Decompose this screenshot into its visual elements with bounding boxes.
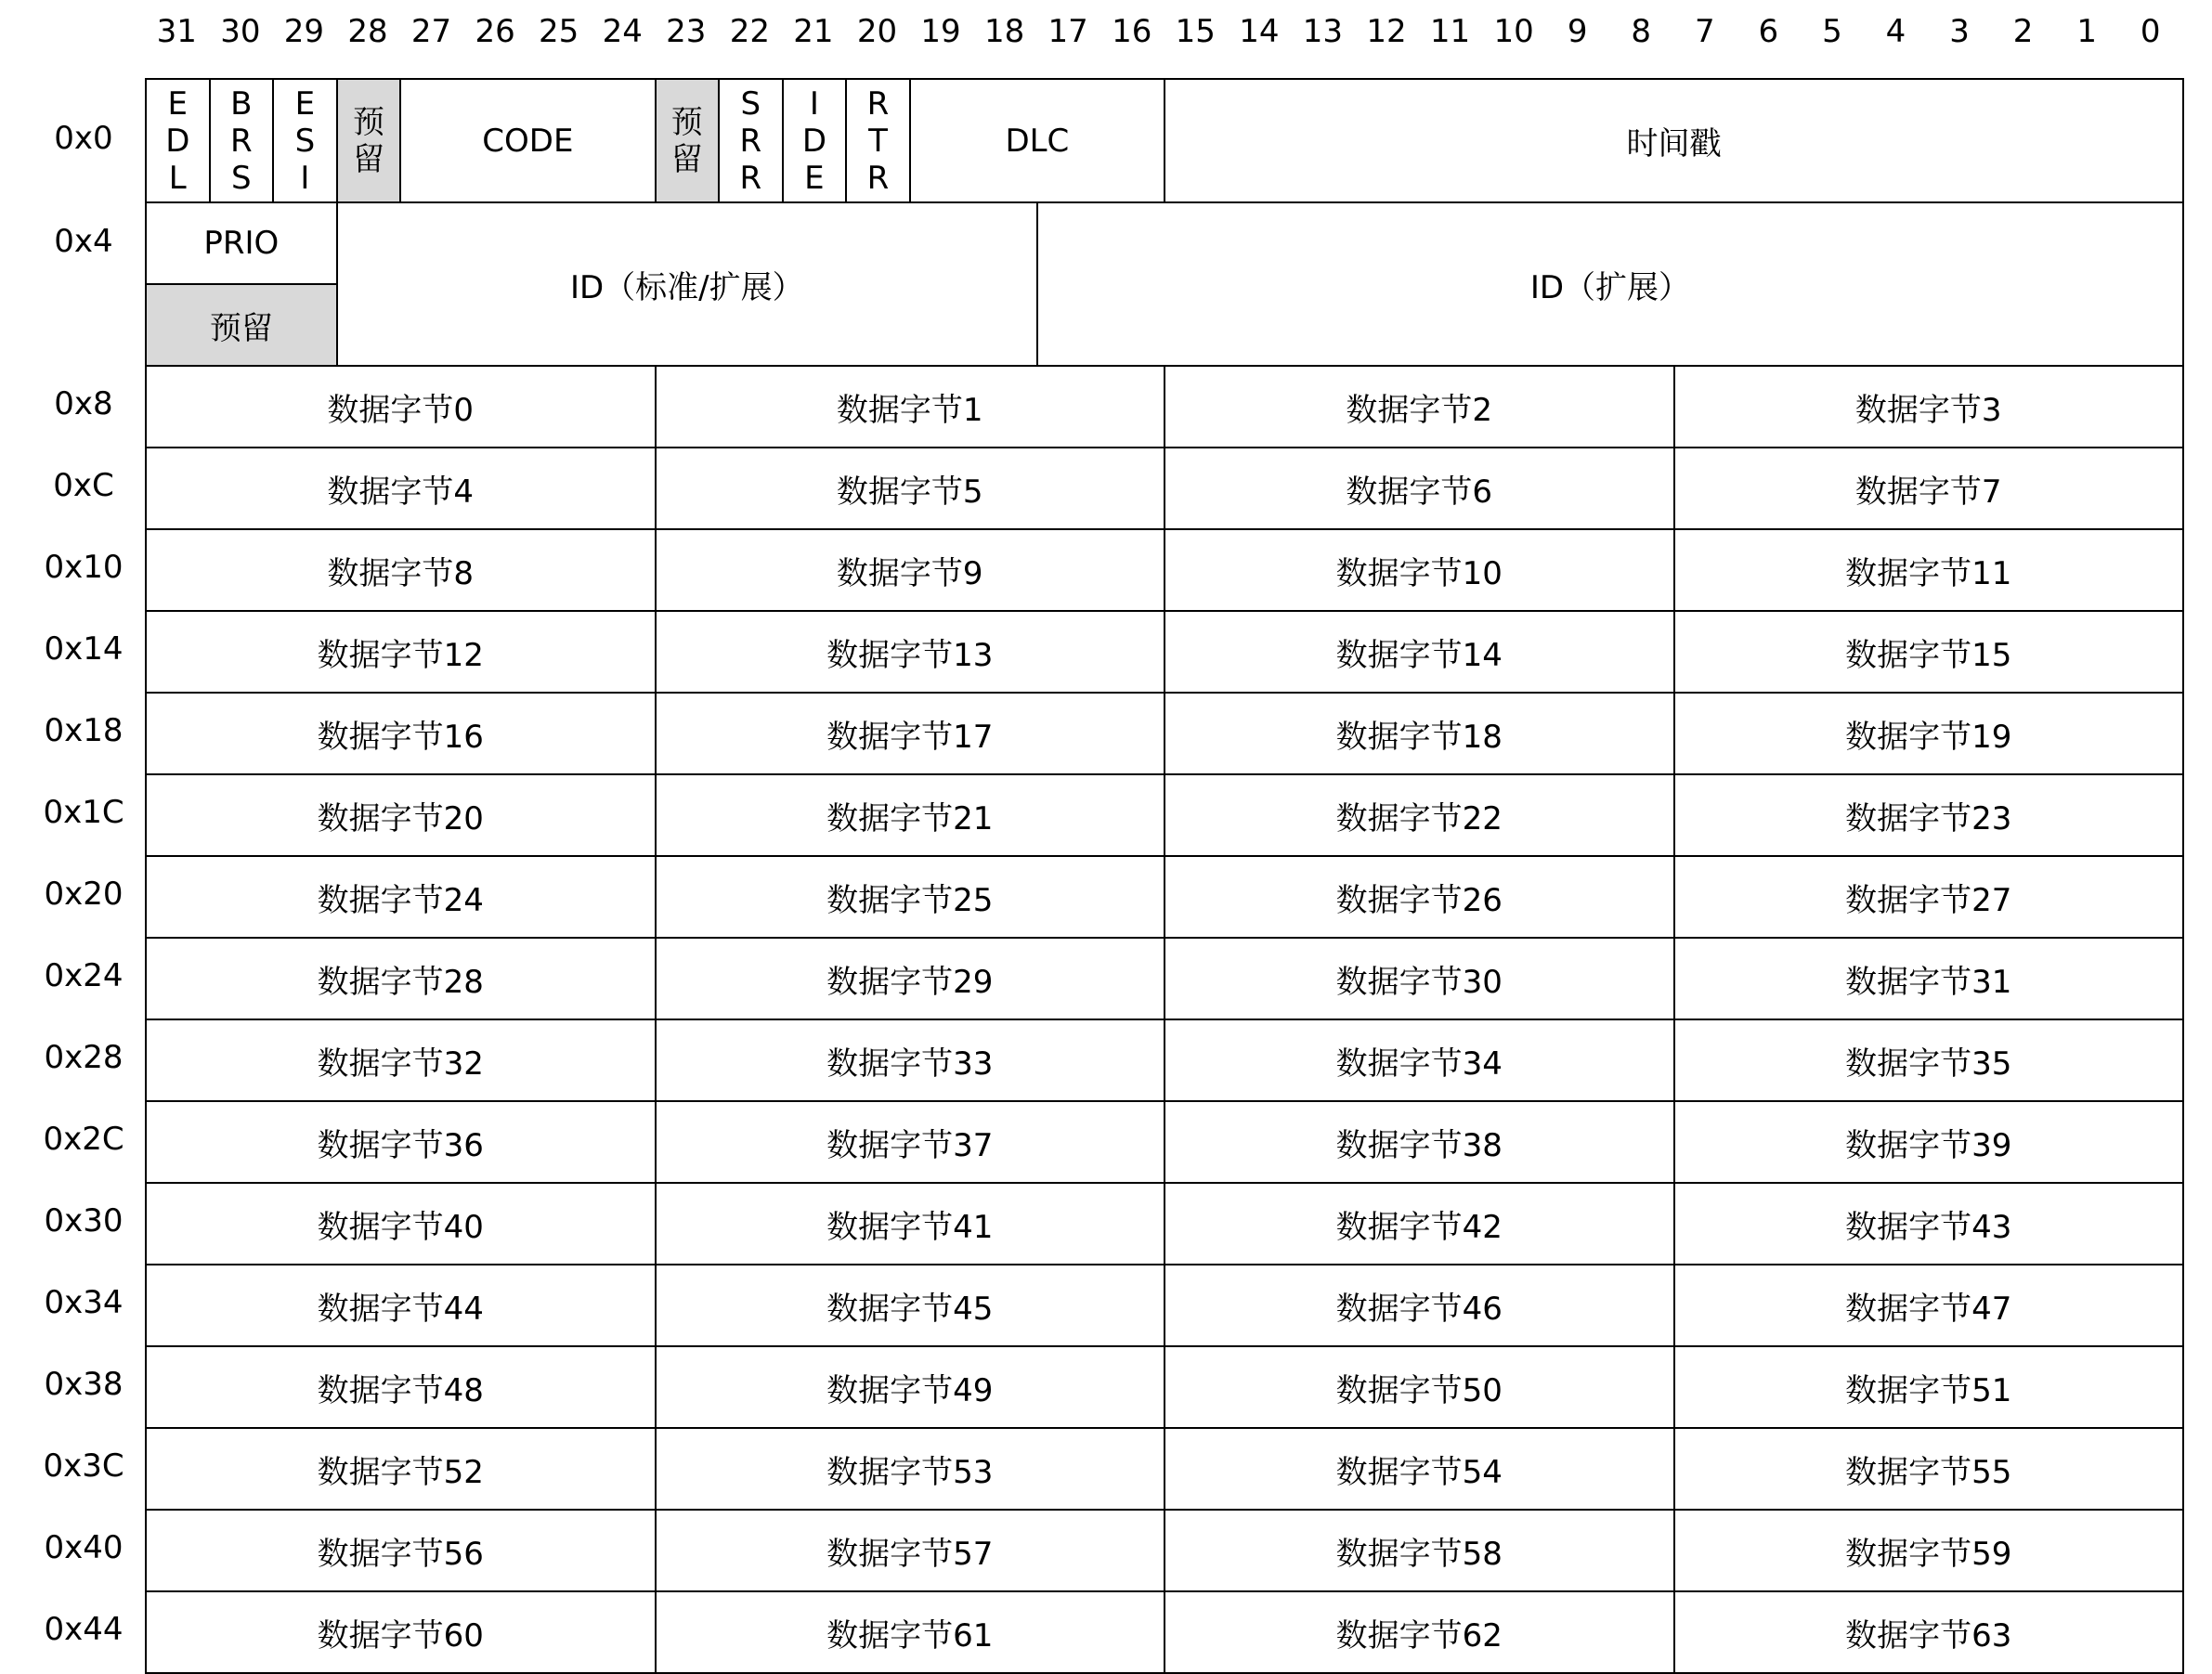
esi-field-char: S [294, 122, 316, 160]
data-byte-cell-label: 数据字节26 [1335, 881, 1503, 919]
reserved-field-char: 留 [352, 140, 384, 178]
data-byte-cell-label: 数据字节27 [1845, 881, 2012, 919]
data-byte-cell [1673, 855, 2185, 939]
data-byte-cell [1673, 937, 2185, 1020]
data-byte-cell-label: 数据字节8 [327, 554, 475, 592]
data-byte-cell-label: 数据字节39 [1845, 1126, 2012, 1164]
bit-number-0: 0 [2140, 13, 2161, 50]
data-byte-cell-label: 数据字节20 [317, 799, 484, 837]
code-field-label: CODE [482, 122, 574, 160]
data-byte-cell [1673, 528, 2185, 612]
data-byte-cell [1164, 528, 1675, 612]
bit-number-9: 9 [1567, 13, 1588, 50]
reserved-field-label: 预留 [209, 309, 273, 347]
data-byte-cell-label: 数据字节63 [1845, 1616, 2012, 1655]
dlc-field [909, 78, 1165, 203]
bit-number-13: 13 [1302, 13, 1344, 50]
data-byte-cell-label: 数据字节6 [1346, 473, 1493, 511]
ide-field [782, 78, 848, 203]
data-byte-cell [1164, 447, 1675, 530]
reserved-field [145, 283, 338, 367]
data-byte-cell [1164, 610, 1675, 694]
id-standard-extended-field [336, 201, 1038, 367]
prio-field [145, 201, 338, 285]
code-field [399, 78, 656, 203]
data-byte-cell-label: 数据字节50 [1335, 1371, 1503, 1409]
data-byte-cell-label: 数据字节40 [317, 1208, 484, 1246]
data-byte-cell [145, 447, 657, 530]
bit-number-5: 5 [1822, 13, 1842, 50]
bit-number-14: 14 [1239, 13, 1280, 50]
row-offset: 0x0 [54, 119, 113, 157]
bit-number-23: 23 [666, 13, 707, 50]
data-byte-cell [655, 1509, 1166, 1592]
dlc-field-label: DLC [1005, 122, 1070, 160]
id-extended-field [1036, 201, 2184, 367]
row-offset: 0x24 [44, 957, 124, 994]
data-byte-cell-label: 数据字节41 [826, 1208, 994, 1246]
data-byte-cell [1164, 937, 1675, 1020]
reserved-field-label [353, 104, 384, 178]
data-byte-cell [145, 528, 657, 612]
row-offset: 0x30 [44, 1202, 124, 1239]
data-byte-cell-label: 数据字节2 [1346, 391, 1493, 429]
bit-number-2: 2 [2012, 13, 2034, 50]
brs-field-char: S [231, 159, 252, 197]
bit-number-15: 15 [1175, 13, 1216, 50]
data-byte-cell [1164, 1590, 1675, 1674]
data-byte-cell-label: 数据字节44 [317, 1290, 484, 1328]
id-standard-extended-field-label: ID（标准/扩展） [569, 268, 804, 306]
data-byte-cell-label: 数据字节58 [1335, 1535, 1503, 1573]
data-byte-cell [145, 1019, 657, 1102]
ide-field-char: I [809, 84, 819, 123]
row-offset: 0x10 [44, 549, 124, 586]
data-byte-cell [655, 1345, 1166, 1429]
data-byte-cell-label: 数据字节38 [1335, 1126, 1503, 1164]
rtr-field-char: R [866, 159, 890, 197]
data-byte-cell [1673, 773, 2185, 857]
data-byte-cell [1164, 692, 1675, 775]
data-byte-cell-label: 数据字节29 [826, 963, 994, 1001]
row-offset: 0x18 [44, 712, 124, 749]
data-byte-cell [655, 1264, 1166, 1347]
data-byte-cell [1164, 1264, 1675, 1347]
data-byte-cell [1673, 610, 2185, 694]
data-byte-cell-label: 数据字节33 [826, 1045, 994, 1083]
bit-number-3: 3 [1949, 13, 1970, 50]
data-byte-cell [1673, 447, 2185, 530]
data-byte-cell [145, 1182, 657, 1265]
data-byte-cell-label: 数据字节57 [826, 1535, 994, 1573]
reserved-field-char: 预 [352, 103, 384, 141]
prio-field-label: PRIO [203, 225, 280, 262]
timestamp-field [1164, 78, 2184, 203]
data-byte-cell-label: 数据字节12 [317, 636, 484, 674]
data-byte-cell-label: 数据字节55 [1845, 1453, 2012, 1491]
row-offset: 0x4 [54, 223, 113, 260]
data-byte-cell-label: 数据字节1 [836, 391, 983, 429]
data-byte-cell-label: 数据字节15 [1845, 636, 2012, 674]
data-byte-cell [145, 365, 657, 448]
data-byte-cell [1164, 855, 1675, 939]
data-byte-cell-label: 数据字节34 [1335, 1045, 1503, 1083]
reserved-field-char: 预 [670, 103, 703, 141]
srr-field-char: R [739, 159, 762, 197]
data-byte-cell [1673, 692, 2185, 775]
bit-number-27: 27 [410, 13, 452, 50]
data-byte-cell-label: 数据字节52 [317, 1453, 484, 1491]
srr-field-label [740, 85, 762, 197]
data-byte-cell-label: 数据字节17 [826, 718, 994, 756]
data-byte-cell-label: 数据字节13 [826, 636, 994, 674]
data-byte-cell-label: 数据字节0 [327, 391, 475, 429]
reserved-field-label [671, 104, 703, 178]
edl-field-char: E [167, 84, 189, 123]
data-byte-cell-label: 数据字节54 [1335, 1453, 1503, 1491]
bit-number-28: 28 [347, 13, 388, 50]
data-byte-cell-label: 数据字节4 [327, 473, 475, 511]
data-byte-cell [1673, 1100, 2185, 1184]
bit-number-11: 11 [1429, 13, 1471, 50]
bit-number-20: 20 [856, 13, 898, 50]
data-byte-cell [655, 692, 1166, 775]
row-offset: 0x44 [44, 1611, 124, 1648]
row-offset: 0x34 [44, 1284, 124, 1321]
rtr-field-char: R [866, 84, 890, 123]
data-byte-cell-label: 数据字节43 [1845, 1208, 2012, 1246]
edl-field-label [165, 85, 189, 197]
data-byte-cell [1673, 1509, 2185, 1592]
data-byte-cell [1164, 1509, 1675, 1592]
bit-number-12: 12 [1366, 13, 1407, 50]
bit-number-16: 16 [1112, 13, 1152, 50]
data-byte-cell [1164, 1427, 1675, 1511]
bit-number-10: 10 [1493, 13, 1534, 50]
ide-field-char: E [804, 159, 825, 197]
bit-number-21: 21 [793, 13, 834, 50]
data-byte-cell [655, 610, 1166, 694]
brs-field-label [230, 85, 253, 197]
brs-field [209, 78, 275, 203]
data-byte-cell-label: 数据字节59 [1845, 1535, 2012, 1573]
data-byte-cell [1673, 1019, 2185, 1102]
id-extended-field-label: ID（扩展） [1529, 268, 1691, 306]
row-offset: 0x20 [44, 876, 124, 913]
data-byte-cell [655, 937, 1166, 1020]
data-byte-cell-label: 数据字节48 [317, 1371, 484, 1409]
data-byte-cell-label: 数据字节7 [1854, 473, 2002, 511]
data-byte-cell-label: 数据字节25 [826, 881, 994, 919]
data-byte-cell [145, 692, 657, 775]
data-byte-cell [145, 855, 657, 939]
bit-number-8: 8 [1631, 13, 1652, 50]
reserved-field-char: 留 [670, 140, 703, 178]
bit-number-22: 22 [729, 13, 770, 50]
data-byte-cell-label: 数据字节31 [1845, 963, 2012, 1001]
data-byte-cell [655, 855, 1166, 939]
row-offset: 0xC [53, 467, 114, 504]
data-byte-cell [145, 1100, 657, 1184]
ide-field-label [802, 85, 826, 197]
data-byte-cell [1673, 1590, 2185, 1674]
srr-field-char: S [740, 84, 761, 123]
data-byte-cell-label: 数据字节61 [826, 1616, 994, 1655]
row-offset: 0x3C [43, 1447, 124, 1485]
data-byte-cell [145, 1509, 657, 1592]
data-byte-cell [1164, 1182, 1675, 1265]
row-offset: 0x28 [44, 1039, 124, 1076]
row-offset: 0x1C [43, 794, 124, 831]
data-byte-cell [1673, 365, 2185, 448]
bit-number-6: 6 [1758, 13, 1779, 50]
bit-number-26: 26 [475, 13, 515, 50]
data-byte-cell [1673, 1264, 2185, 1347]
data-byte-cell [655, 1100, 1166, 1184]
data-byte-cell-label: 数据字节24 [317, 881, 484, 919]
data-byte-cell [145, 1590, 657, 1674]
bit-number-31: 31 [156, 13, 197, 50]
data-byte-cell [655, 1182, 1166, 1265]
esi-field [272, 78, 338, 203]
data-byte-cell [655, 528, 1166, 612]
data-byte-cell-label: 数据字节5 [836, 473, 983, 511]
data-byte-cell-label: 数据字节14 [1335, 636, 1503, 674]
timestamp-field-label: 时间戳 [1626, 125, 1722, 162]
rtr-field-label [867, 85, 890, 197]
data-byte-cell [145, 773, 657, 857]
bit-number-25: 25 [539, 13, 579, 50]
data-byte-cell [145, 1427, 657, 1511]
edl-field-char: D [165, 122, 190, 160]
data-byte-cell-label: 数据字节62 [1335, 1616, 1503, 1655]
bit-number-17: 17 [1047, 13, 1088, 50]
data-byte-cell-label: 数据字节32 [317, 1045, 484, 1083]
data-byte-cell-label: 数据字节16 [317, 718, 484, 756]
data-byte-cell-label: 数据字节30 [1335, 963, 1503, 1001]
data-byte-cell [1164, 365, 1675, 448]
bit-number-1: 1 [2076, 13, 2097, 50]
data-byte-cell [655, 447, 1166, 530]
data-byte-cell [145, 610, 657, 694]
data-byte-cell [1673, 1427, 2185, 1511]
data-byte-cell-label: 数据字节22 [1335, 799, 1503, 837]
rtr-field [845, 78, 911, 203]
srr-field [718, 78, 784, 203]
data-byte-cell-label: 数据字节18 [1335, 718, 1503, 756]
data-byte-cell-label: 数据字节46 [1335, 1290, 1503, 1328]
data-byte-cell [1164, 1019, 1675, 1102]
bit-number-24: 24 [602, 13, 643, 50]
bit-number-18: 18 [983, 13, 1025, 50]
data-byte-cell-label: 数据字节11 [1845, 554, 2012, 592]
edl-field-char: L [168, 159, 187, 197]
brs-field-char: R [230, 122, 253, 160]
row-offset: 0x2C [43, 1121, 124, 1158]
bit-number-29: 29 [283, 13, 325, 50]
reserved-field [655, 78, 721, 203]
data-byte-cell-label: 数据字节56 [317, 1535, 484, 1573]
data-byte-cell [655, 773, 1166, 857]
row-offset: 0x40 [44, 1529, 124, 1566]
data-byte-cell-label: 数据字节42 [1335, 1208, 1503, 1246]
data-byte-cell-label: 数据字节23 [1845, 799, 2012, 837]
data-byte-cell-label: 数据字节47 [1845, 1290, 2012, 1328]
data-byte-cell [655, 1019, 1166, 1102]
bit-number-19: 19 [920, 13, 961, 50]
data-byte-cell [1164, 1100, 1675, 1184]
data-byte-cell [1164, 1345, 1675, 1429]
data-byte-cell-label: 数据字节45 [826, 1290, 994, 1328]
data-byte-cell-label: 数据字节9 [836, 554, 983, 592]
rtr-field-char: T [868, 122, 888, 160]
bit-number-7: 7 [1694, 13, 1715, 50]
data-byte-cell-label: 数据字节36 [317, 1126, 484, 1164]
brs-field-char: B [230, 84, 253, 123]
row-offset: 0x14 [44, 630, 124, 668]
data-byte-cell-label: 数据字节60 [317, 1616, 484, 1655]
ide-field-char: D [801, 122, 826, 160]
data-byte-cell-label: 数据字节28 [317, 963, 484, 1001]
row-offset: 0x38 [44, 1366, 124, 1403]
data-byte-cell-label: 数据字节51 [1845, 1371, 2012, 1409]
data-byte-cell-label: 数据字节10 [1335, 554, 1503, 592]
data-byte-cell [1164, 773, 1675, 857]
data-byte-cell [145, 1264, 657, 1347]
data-byte-cell-label: 数据字节19 [1845, 718, 2012, 756]
data-byte-cell [1673, 1182, 2185, 1265]
data-byte-cell-label: 数据字节3 [1854, 391, 2002, 429]
data-byte-cell-label: 数据字节49 [826, 1371, 994, 1409]
reserved-field [336, 78, 402, 203]
edl-field [145, 78, 211, 203]
data-byte-cell-label: 数据字节21 [826, 799, 994, 837]
esi-field-char: I [300, 159, 310, 197]
data-byte-cell [655, 365, 1166, 448]
esi-field-label [295, 85, 316, 197]
data-byte-cell [655, 1590, 1166, 1674]
bit-number-30: 30 [220, 13, 261, 50]
data-byte-cell-label: 数据字节37 [826, 1126, 994, 1164]
data-byte-cell [145, 937, 657, 1020]
srr-field-char: R [739, 122, 762, 160]
data-byte-cell [655, 1427, 1166, 1511]
bit-number-4: 4 [1885, 13, 1906, 50]
data-byte-cell [1673, 1345, 2185, 1429]
row-offset: 0x8 [54, 385, 113, 422]
data-byte-cell [145, 1345, 657, 1429]
data-byte-cell-label: 数据字节35 [1845, 1045, 2012, 1083]
data-byte-cell-label: 数据字节53 [826, 1453, 994, 1491]
esi-field-char: E [294, 84, 316, 123]
